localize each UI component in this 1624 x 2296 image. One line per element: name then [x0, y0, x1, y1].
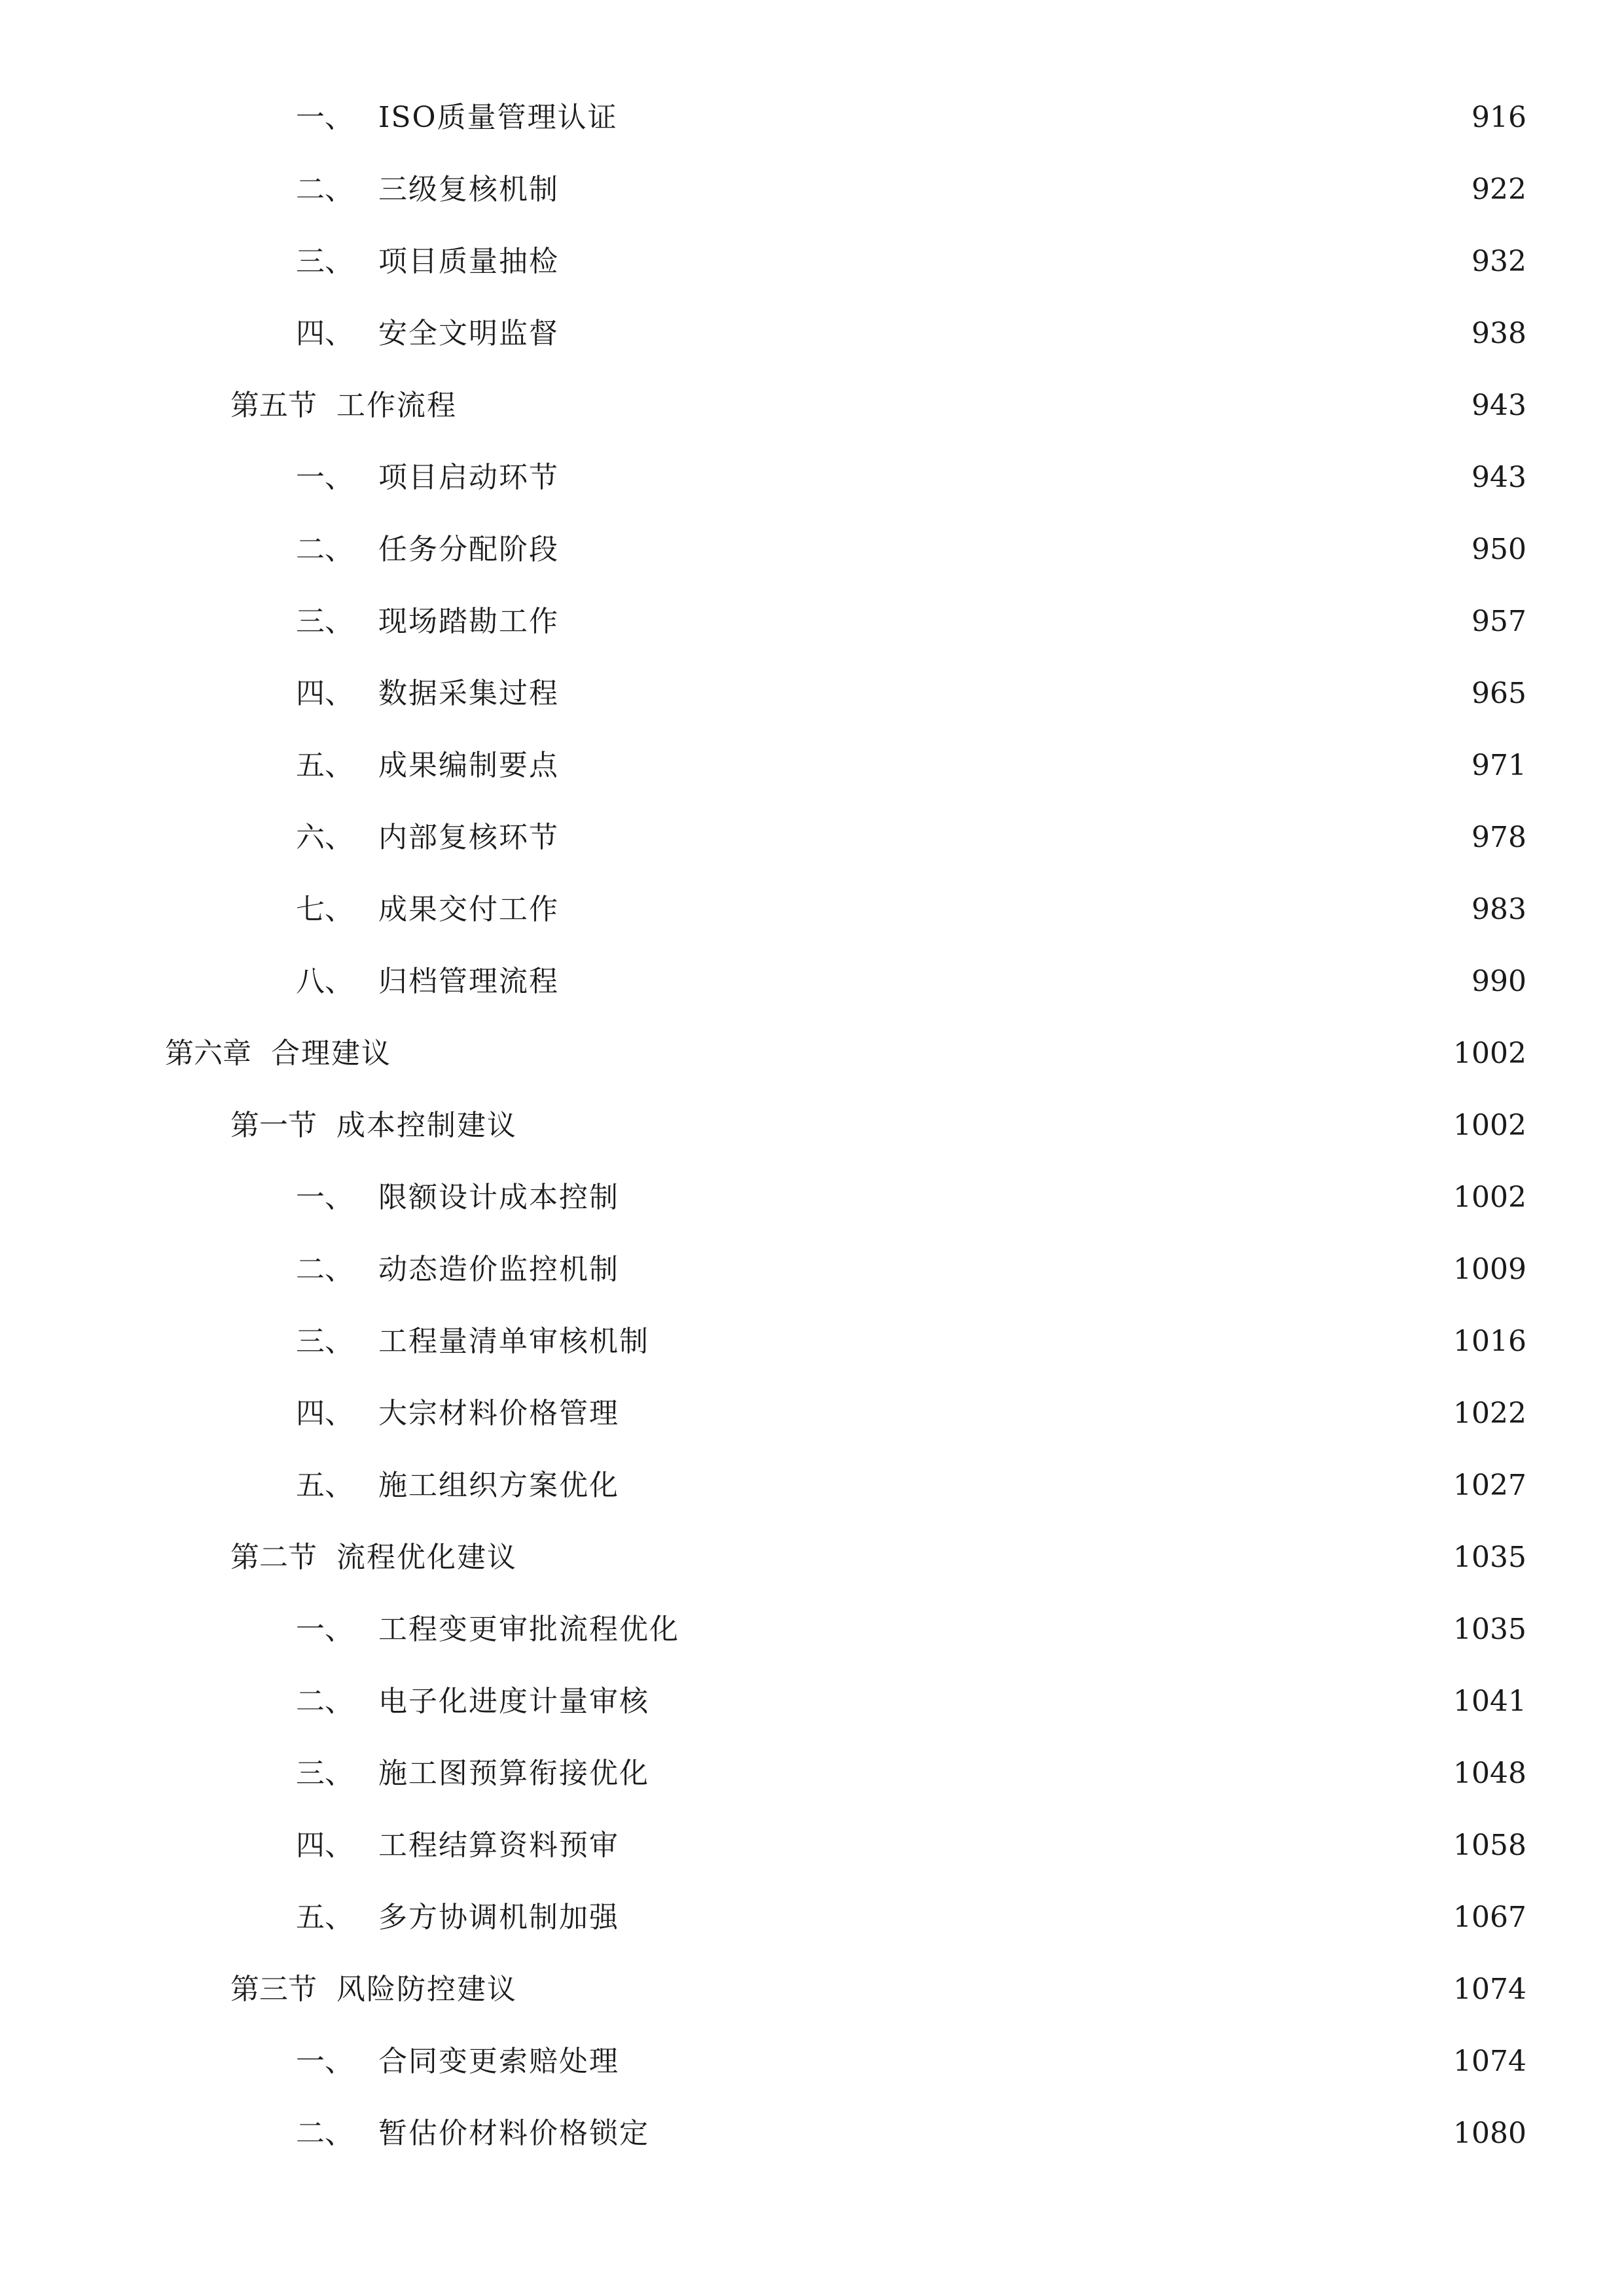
toc-entry-number: 四、 — [296, 1829, 353, 1862]
toc-entry[interactable] — [296, 1748, 1526, 1800]
dot-leader — [656, 1748, 1444, 1800]
toc-entry-page: 1067 — [1453, 1901, 1526, 1934]
toc-entry-number: 第二节 — [230, 1541, 317, 1574]
toc-entry-page: 957 — [1471, 605, 1526, 638]
toc-entry[interactable] — [296, 164, 1526, 216]
toc-entry-page: 1002 — [1453, 1109, 1526, 1142]
toc-entry-page: 965 — [1471, 677, 1526, 710]
dot-leader — [524, 1964, 1444, 2016]
toc-entry[interactable] — [296, 668, 1526, 720]
toc-entry-title: 限额设计成本控制 — [378, 1181, 619, 1214]
toc-entry[interactable] — [296, 1676, 1526, 1728]
dot-leader — [566, 668, 1462, 720]
dot-leader — [686, 1604, 1444, 1656]
dot-leader — [566, 740, 1462, 792]
toc-section-entry[interactable] — [230, 1964, 1526, 2016]
toc-entry-page: 932 — [1471, 245, 1526, 278]
dot-leader — [566, 596, 1462, 648]
dot-leader — [398, 1028, 1444, 1080]
toc-entry-title: 成本控制建议 — [336, 1109, 517, 1142]
toc-entry-title: 三级复核机制 — [378, 173, 559, 206]
dot-leader — [524, 1532, 1444, 1584]
toc-entry-page: 1035 — [1453, 1613, 1526, 1646]
toc-entry-title: 成果编制要点 — [378, 749, 559, 782]
toc-entry[interactable] — [296, 596, 1526, 648]
toc-entry-title: 成果交付工作 — [378, 893, 559, 926]
toc-entry-title: 任务分配阶段 — [378, 533, 559, 566]
toc-entry[interactable] — [296, 1388, 1526, 1440]
toc-entry-title: 内部复核环节 — [378, 821, 559, 854]
toc-entry[interactable] — [296, 884, 1526, 936]
toc-entry-title: 合理建议 — [271, 1037, 391, 1070]
toc-entry-title: 项目质量抽检 — [378, 245, 559, 278]
toc-entry[interactable] — [296, 1460, 1526, 1512]
toc-entry-number: 一、 — [296, 1181, 353, 1214]
dot-leader — [566, 236, 1462, 288]
toc-entry-number: 二、 — [296, 2117, 353, 2150]
toc-entry-title: 施工组织方案优化 — [378, 1469, 619, 1502]
toc-entry[interactable] — [296, 1892, 1526, 1944]
dot-leader — [566, 956, 1462, 1008]
toc-entry-page: 1022 — [1453, 1397, 1526, 1430]
toc-entry[interactable] — [296, 740, 1526, 792]
toc-entry-page: 1035 — [1453, 1541, 1526, 1574]
toc-entry-page: 943 — [1471, 461, 1526, 494]
toc-entry-number: 一、 — [296, 101, 353, 134]
toc-entry-number: 第五节 — [230, 389, 317, 422]
dot-leader — [656, 1676, 1444, 1728]
toc-entry-title: 数据采集过程 — [378, 677, 559, 710]
dot-leader — [626, 1820, 1444, 1872]
toc-entry-number: 五、 — [296, 1469, 353, 1502]
dot-leader — [626, 1172, 1444, 1224]
toc-entry[interactable] — [296, 812, 1526, 864]
dot-leader — [566, 812, 1462, 864]
toc-entry-number: 一、 — [296, 461, 353, 494]
toc-entry-page: 1058 — [1453, 1829, 1526, 1862]
toc-entry-page: 983 — [1471, 893, 1526, 926]
toc-entry-page: 1080 — [1453, 2117, 1526, 2150]
toc-entry-title: 合同变更索赔处理 — [378, 2045, 619, 2078]
toc-entry[interactable] — [296, 308, 1526, 360]
toc-entry[interactable] — [296, 956, 1526, 1008]
toc-entry-page: 990 — [1471, 965, 1526, 998]
dot-leader — [566, 308, 1462, 360]
toc-entry[interactable] — [296, 524, 1526, 576]
toc-entry-title: 暂估价材料价格锁定 — [378, 2117, 649, 2150]
toc-entry-number: 一、 — [296, 1613, 353, 1646]
toc-entry-number: 七、 — [296, 893, 353, 926]
toc-entry-page: 916 — [1471, 101, 1526, 134]
toc-chapter-entry[interactable] — [165, 1028, 1526, 1080]
toc-entry[interactable] — [296, 1820, 1526, 1872]
toc-entry-number: 八、 — [296, 965, 353, 998]
toc-entry-page: 1074 — [1453, 2045, 1526, 2078]
toc-entry-number: 第三节 — [230, 1973, 317, 2006]
toc-entry-title: 施工图预算衔接优化 — [378, 1757, 649, 1790]
dot-leader — [566, 452, 1462, 504]
toc-entry-number: 四、 — [296, 677, 353, 710]
toc-entry[interactable] — [296, 1604, 1526, 1656]
toc-entry-page: 922 — [1471, 173, 1526, 206]
toc-entry-page: 1041 — [1453, 1685, 1526, 1718]
toc-entry-number: 二、 — [296, 1685, 353, 1718]
toc-entry-title: 安全文明监督 — [378, 317, 559, 350]
toc-entry-page: 938 — [1471, 317, 1526, 350]
toc-entry[interactable] — [296, 1316, 1526, 1368]
toc-entry-title: ISO质量管理认证 — [378, 101, 618, 134]
toc-entry-page: 950 — [1471, 533, 1526, 566]
toc-entry-title: 动态造价监控机制 — [378, 1253, 619, 1286]
toc-entry-title: 归档管理流程 — [378, 965, 559, 998]
toc-entry-page: 978 — [1471, 821, 1526, 854]
toc-entry[interactable] — [296, 1244, 1526, 1296]
toc-entry-number: 二、 — [296, 173, 353, 206]
toc-entry-number: 第六章 — [165, 1037, 251, 1070]
toc-entry-page: 1002 — [1453, 1181, 1526, 1214]
toc-entry-page: 1048 — [1453, 1757, 1526, 1790]
toc-entry-number: 四、 — [296, 317, 353, 350]
toc-entry[interactable] — [296, 236, 1526, 288]
toc-entry-number: 五、 — [296, 1901, 353, 1934]
toc-entry-page: 1074 — [1453, 1973, 1526, 2006]
toc-entry-title: 电子化进度计量审核 — [378, 1685, 649, 1718]
toc-entry-number: 六、 — [296, 821, 353, 854]
toc-entry-page: 943 — [1471, 389, 1526, 422]
dot-leader — [566, 164, 1462, 216]
toc-entry-page: 1002 — [1453, 1037, 1526, 1070]
dot-leader — [524, 1100, 1444, 1152]
toc-entry-title: 工作流程 — [336, 389, 457, 422]
dot-leader — [626, 1892, 1444, 1944]
dot-leader — [626, 1460, 1444, 1512]
toc-entry[interactable] — [296, 2108, 1526, 2160]
toc-entry[interactable] — [296, 1172, 1526, 1224]
dot-leader — [626, 1244, 1444, 1296]
dot-leader — [624, 92, 1462, 144]
toc-entry-number: 一、 — [296, 2045, 353, 2078]
toc-entry-title: 现场踏勘工作 — [378, 605, 559, 638]
toc-entry-title: 工程结算资料预审 — [378, 1829, 619, 1862]
toc-section-entry[interactable] — [230, 1532, 1526, 1584]
toc-entry[interactable] — [296, 92, 1526, 144]
dot-leader — [656, 1316, 1444, 1368]
toc-section-entry[interactable] — [230, 1100, 1526, 1152]
toc-entry-number: 二、 — [296, 533, 353, 566]
toc-entry-title: 大宗材料价格管理 — [378, 1397, 619, 1430]
toc-entry-title: 风险防控建议 — [336, 1973, 517, 2006]
dot-leader — [463, 380, 1462, 432]
dot-leader — [626, 1388, 1444, 1440]
toc-section-entry[interactable] — [230, 380, 1526, 432]
toc-entry-number: 三、 — [296, 245, 353, 278]
toc-entry-title: 流程优化建议 — [336, 1541, 517, 1574]
toc-entry[interactable] — [296, 452, 1526, 504]
toc-entry-title: 工程量清单审核机制 — [378, 1325, 649, 1358]
dot-leader — [566, 524, 1462, 576]
toc-entry-page: 1009 — [1453, 1253, 1526, 1286]
toc-entry-title: 多方协调机制加强 — [378, 1901, 619, 1934]
toc-entry-number: 二、 — [296, 1253, 353, 1286]
toc-entry-number: 四、 — [296, 1397, 353, 1430]
toc-entry-title: 工程变更审批流程优化 — [378, 1613, 679, 1646]
toc-entry-page: 1027 — [1453, 1469, 1526, 1502]
toc-entry-number: 第一节 — [230, 1109, 317, 1142]
toc-entry-title: 项目启动环节 — [378, 461, 559, 494]
toc-entry-number: 三、 — [296, 1757, 353, 1790]
dot-leader — [656, 2108, 1444, 2160]
dot-leader — [566, 884, 1462, 936]
dot-leader — [626, 2036, 1444, 2088]
toc-entry-number: 五、 — [296, 749, 353, 782]
toc-entry-number: 三、 — [296, 605, 353, 638]
toc-entry[interactable] — [296, 2036, 1526, 2088]
toc-entry-page: 971 — [1471, 749, 1526, 782]
toc-entry-page: 1016 — [1453, 1325, 1526, 1358]
toc-entry-number: 三、 — [296, 1325, 353, 1358]
